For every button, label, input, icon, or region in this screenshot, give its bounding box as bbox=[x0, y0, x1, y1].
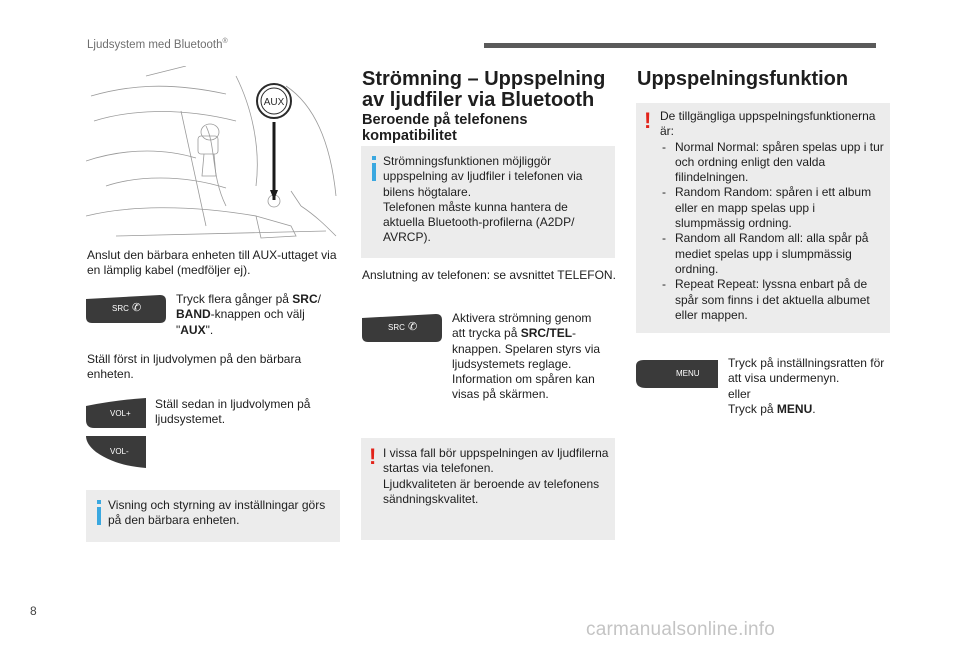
page-number: 8 bbox=[30, 604, 37, 618]
press-src-text: Tryck flera gånger på SRC/ BAND-knappen och välj "AUX". bbox=[176, 292, 321, 337]
header-bar bbox=[484, 43, 876, 48]
src-button-label: SRC bbox=[388, 323, 405, 332]
menu-instructions-text: Tryck på inställningsratten för att visa undermenyn. eller Tryck på MENU. bbox=[728, 356, 885, 416]
playback-modes-list bbox=[660, 140, 888, 324]
src-button-label: SRC bbox=[112, 304, 129, 313]
playback-modes-text: De tillgängliga uppspelningsfunktionerna är: - Normal Normal: spåren spelas upp i tur och ordning enligt den valda filindelningen. - Random Random: spåren i ett album eller en mapp spelas upp i slumpmässig ordning. - Random all Random all: alla spår på mediet spelas upp i slumpmässig ordning. - Repeat Repeat: lyssna enbart på de spår som finns i det aktuella albumet eller mappen. bbox=[660, 109, 888, 323]
info-box-streaming bbox=[361, 146, 615, 258]
vol-plus-button[interactable] bbox=[86, 398, 146, 428]
warning-box-text: I vissa fall bör uppspelningen av ljudfilerna startas via telefonen. Ljudkvaliteten är beroende av telefonens sändningskvalitet. bbox=[383, 446, 609, 506]
page-header-title: Ljudsystem med Bluetooth® bbox=[87, 38, 228, 51]
warning-box-streaming bbox=[361, 438, 615, 540]
info-box-portable bbox=[86, 490, 340, 542]
aux-label: AUX bbox=[263, 97, 285, 108]
list-item: - Random Random: spåren i ett album eller en mapp spelas upp i slumpmässig ordning. bbox=[660, 185, 888, 231]
aux-connect-text: Anslut den bärbara enheten till AUX-uttaget via en lämplig kabel (medföljer ej). bbox=[87, 248, 337, 278]
list-item: - Random all Random all: alla spår på mediet spelas upp i slumpmässig ordning. bbox=[660, 231, 888, 277]
warning-box-playback-modes bbox=[636, 103, 890, 333]
system-volume-text: Ställ sedan in ljudvolymen på ljudsystemet. bbox=[155, 397, 311, 427]
menu-button[interactable] bbox=[636, 360, 718, 388]
aux-illustration bbox=[86, 66, 341, 242]
subsection-title-compatibility: Beroende på telefonens kompatibilitet bbox=[362, 112, 528, 144]
vol-minus-label: VOL- bbox=[110, 447, 129, 456]
activate-streaming-text: Aktivera strömning genom att trycka på SRC/TEL-knappen. Spelaren styrs via ljudsystemets reglage. Information om spåren kan visas på skärmen. bbox=[452, 311, 601, 402]
section-title-playback: Uppspelningsfunktion bbox=[637, 68, 849, 90]
list-item: - Repeat Repeat: lyssna enbart på de spår som finns i det aktuella albumet eller mappen. bbox=[660, 277, 888, 323]
warning-icon: ! bbox=[369, 444, 377, 469]
phone-icon: ✆ bbox=[132, 302, 142, 314]
phone-icon: ✆ bbox=[408, 321, 418, 333]
info-icon bbox=[372, 163, 376, 181]
src-tel-button[interactable] bbox=[362, 314, 442, 342]
src-button[interactable] bbox=[86, 295, 166, 323]
info-box-text: Strömningsfunktionen möjliggör uppspelning av ljudfiler i telefonen via bilens högtalare. Telefonen måste kunna hantera de aktuella Bluetooth-profilerna (A2DP/ AVRCP). bbox=[383, 154, 583, 245]
info-box-text: Visning och styrning av inställningar görs på den bärbara enheten. bbox=[108, 498, 326, 528]
menu-button-label: MENU bbox=[676, 369, 700, 378]
section-title-streaming: Strömning – Uppspelning av ljudfiler via Bluetooth bbox=[362, 68, 606, 111]
device-volume-text: Ställ först in ljudvolymen på den bärbara enheten. bbox=[87, 352, 302, 382]
info-icon bbox=[97, 507, 101, 525]
vol-minus-button[interactable] bbox=[86, 436, 146, 468]
vol-plus-label: VOL+ bbox=[110, 409, 131, 418]
list-item: - Normal Normal: spåren spelas upp i tur och ordning enligt den valda filindelningen. bbox=[660, 140, 888, 186]
phone-connection-text: Anslutning av telefonen: se avsnittet TELEFON. bbox=[362, 268, 616, 282]
watermark: carmanualsonline.info bbox=[586, 619, 776, 640]
warning-icon: ! bbox=[644, 108, 652, 133]
